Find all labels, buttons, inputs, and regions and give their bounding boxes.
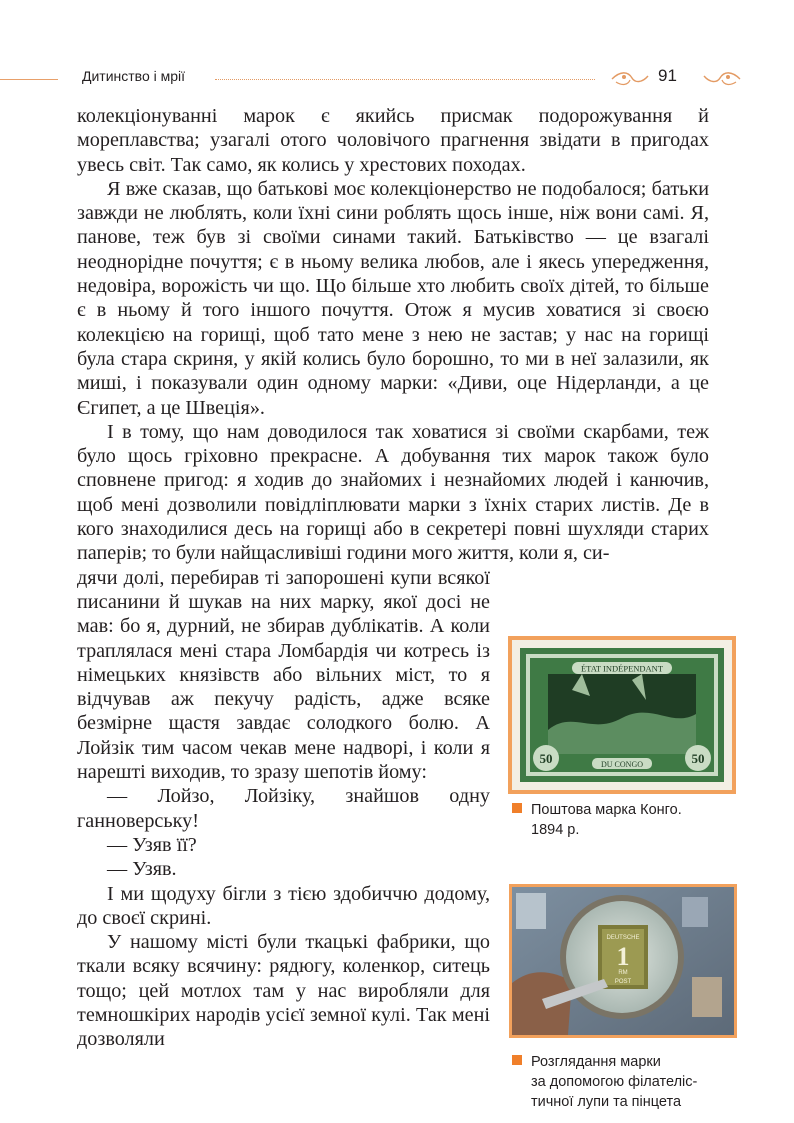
stamp-top-text: ÉTAT INDÉPENDANT [580, 663, 664, 674]
paragraph: І ми щодуху бігли з тією здобиччю додому, до своєї скрині. [77, 882, 490, 929]
stamp-value-left: 50 [539, 751, 553, 766]
paragraph: Я вже сказав, що батькові моє колекціонерство не подобалося; батьки завжди не люблять, коли їхні сини роблять щось інше, ніж вони самі. Я, панове, теж був зі своїми синами такий. Батьківство — це взагалі неоднорідне почуття; є в ньому велика любов, але і якесь упередження, недовіра, ворожість чи що. Що більше хто любить своїх дітей, то більше є в ньому й того іншого почуття. Отож я мусив ховатися зі своєю колекцією на горищі, щоб тато мене з нею не застав; у нас на горищі була стара скриня, у якій колись було борошно, то ми в неї залазили, як миші, і показували один одному марки: «Диви, оце Нідерланди, а це Єгипет, а це Швеція». [77, 177, 709, 419]
chapter-title: Дитинство і мрії [78, 68, 191, 84]
congo-stamp-caption: Поштова марка Конго. 1894 р. [512, 800, 736, 840]
page-number: 91 [658, 66, 677, 85]
paragraph: дячи долі, перебирав ті запорошені купи всякої писанини й шукав на них марку, якої досі не мав: бо я, дурний, не збирав дублікатів. А коли траплялася мені стара Ломбардія чи котресь із німецьких князівств або вільних міст, то я відчував аж пекучу радість, адже всяке безмірне щастя завдає солодкого болю. А Лойзік тим часом чекав мене надворі, і коли я нарешті виходив, то зразу шепотів йому: [77, 566, 490, 784]
magnifier-figure [509, 884, 737, 1038]
header-rule-left [0, 79, 58, 80]
page-header [0, 62, 794, 98]
dialogue-line: — Узяв. [107, 858, 177, 881]
magnifier-caption: Розглядання марки за допомогою філателіс- тичної лупи та пінцета [512, 1052, 736, 1112]
zoom-stamp-value: 1 [616, 942, 630, 971]
header-rule-dotted [215, 79, 595, 80]
paragraph: І в тому, що нам доводилося так ховатися зі своїми скарбами, теж було щось гріховно прекрасне. А добування тих марок також було сповнене пригод: я ходив до знайомих і незнайомих людей і канючив, щоб мені дозволили повідліплювати марки з їхніх старих листів. Де в кого знаходилися десь на горищі або в секретері повні шухляди старих паперів; то були найщасливіші години мого життя, коли я, си- [77, 420, 709, 565]
ornament-left-icon [610, 68, 650, 90]
paragraph: У нашому місті були ткацькі фабрики, що ткали всяку всячину: рядюгу, коленкор, ситець тощо; цей мотлох там у нас виробляли для темношкірих народів усієї земної кулі. Так мені дозволяли [77, 931, 490, 1051]
dialogue-line: — Лойзо, Лойзіку, знайшов одну ганноверську! [77, 785, 490, 832]
stamp-value-right: 50 [691, 751, 705, 766]
congo-stamp-image [512, 640, 732, 790]
magnifier-photo [512, 887, 734, 1035]
caption-bullet-icon [512, 1055, 522, 1065]
zoom-stamp-unit: RM [618, 970, 628, 976]
caption-bullet-icon [512, 803, 522, 813]
stamp-bottom-text: DU CONGO [601, 760, 643, 769]
paragraph: колекціонуванні марок є якийсь присмак подорожування й мореплавства; узагалі отого чоловічого прагнення звідати в пригодах увесь світ. Так само, як колись у хрестових походах. [77, 105, 709, 176]
congo-stamp-figure [508, 636, 736, 794]
dialogue-line: — Узяв її? [107, 833, 197, 856]
ornament-right-icon [700, 68, 742, 90]
zoom-stamp-bottom: POST [614, 979, 632, 985]
zoom-stamp-top: DEUTSCHE [606, 935, 640, 941]
wrapped-text-column [77, 566, 490, 1052]
